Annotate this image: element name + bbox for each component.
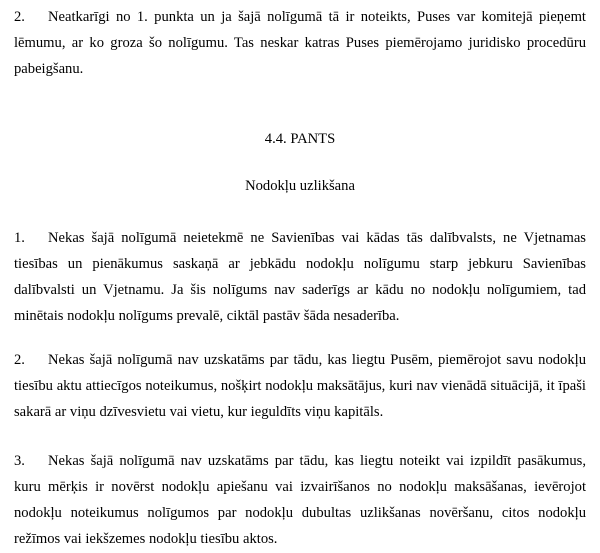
paragraph-text: Neatkarīgi no 1. punkta un ja šajā nolīgumā tā ir noteikts, Puses var komitejā pieņemt lēmumu, ar ko groza šo nolīgumu. Tas neskar katras Puses piemērojamo juridisko procedūru pabeigšanu. — [14, 9, 586, 77]
paragraph-2 — [14, 347, 586, 425]
paragraph-text: Nekas šajā nolīgumā neietekmē ne Savienības vai kādas tās dalībvalsts, ne Vjetnamas tiesības un pienākumus saskaņā ar jebkādu nodokļu nolīgumu starp jebkuru Savienības dalībvalsti un Vjetnamu. Ja šis nolīgums nav saderīgs ar kādu no nodokļu nolīgumiem, tad minētais nodokļu nolīgums prevalē, ciktāl pastāv šāda nesaderība. — [14, 230, 586, 324]
article-heading: 4.4. PANTS — [264, 131, 336, 147]
paragraph-number: 3. — [14, 453, 25, 469]
article-title: Nodokļu uzlikšana — [245, 178, 355, 194]
paragraph-3 — [14, 448, 586, 552]
paragraph-number: 2. — [14, 352, 25, 368]
paragraph-number: 2. — [14, 9, 25, 25]
paragraph-text: Nekas šajā nolīgumā nav uzskatāms par tādu, kas liegtu Pusēm, piemērojot savu nodokļu tiesību aktu attiecīgos noteikumus, nošķirt nodokļu maksātājus, kuri nav vienādā situācijā, it īpaši sakarā ar viņu dzīvesvietu vai vietu, kur ieguldīts viņu kapitāls. — [14, 352, 586, 420]
paragraph-text: Nekas šajā nolīgumā nav uzskatāms par tādu, kas liegtu noteikt vai izpildīt pasākumus, kuru mērķis ir novērst nodokļu apiešanu vai izvairīšanos no nodokļu maksāšanas, ievērojot nodokļu noteikumus nolīgumos par nodokļu dubultas uzlikšanas novēršanu, citos nodokļu režīmos vai iekšzemes nodokļu tiesību aktos. — [14, 453, 586, 547]
paragraph-number: 1. — [14, 230, 25, 246]
paragraph-1 — [14, 225, 586, 329]
paragraph-2-previous — [14, 4, 586, 82]
